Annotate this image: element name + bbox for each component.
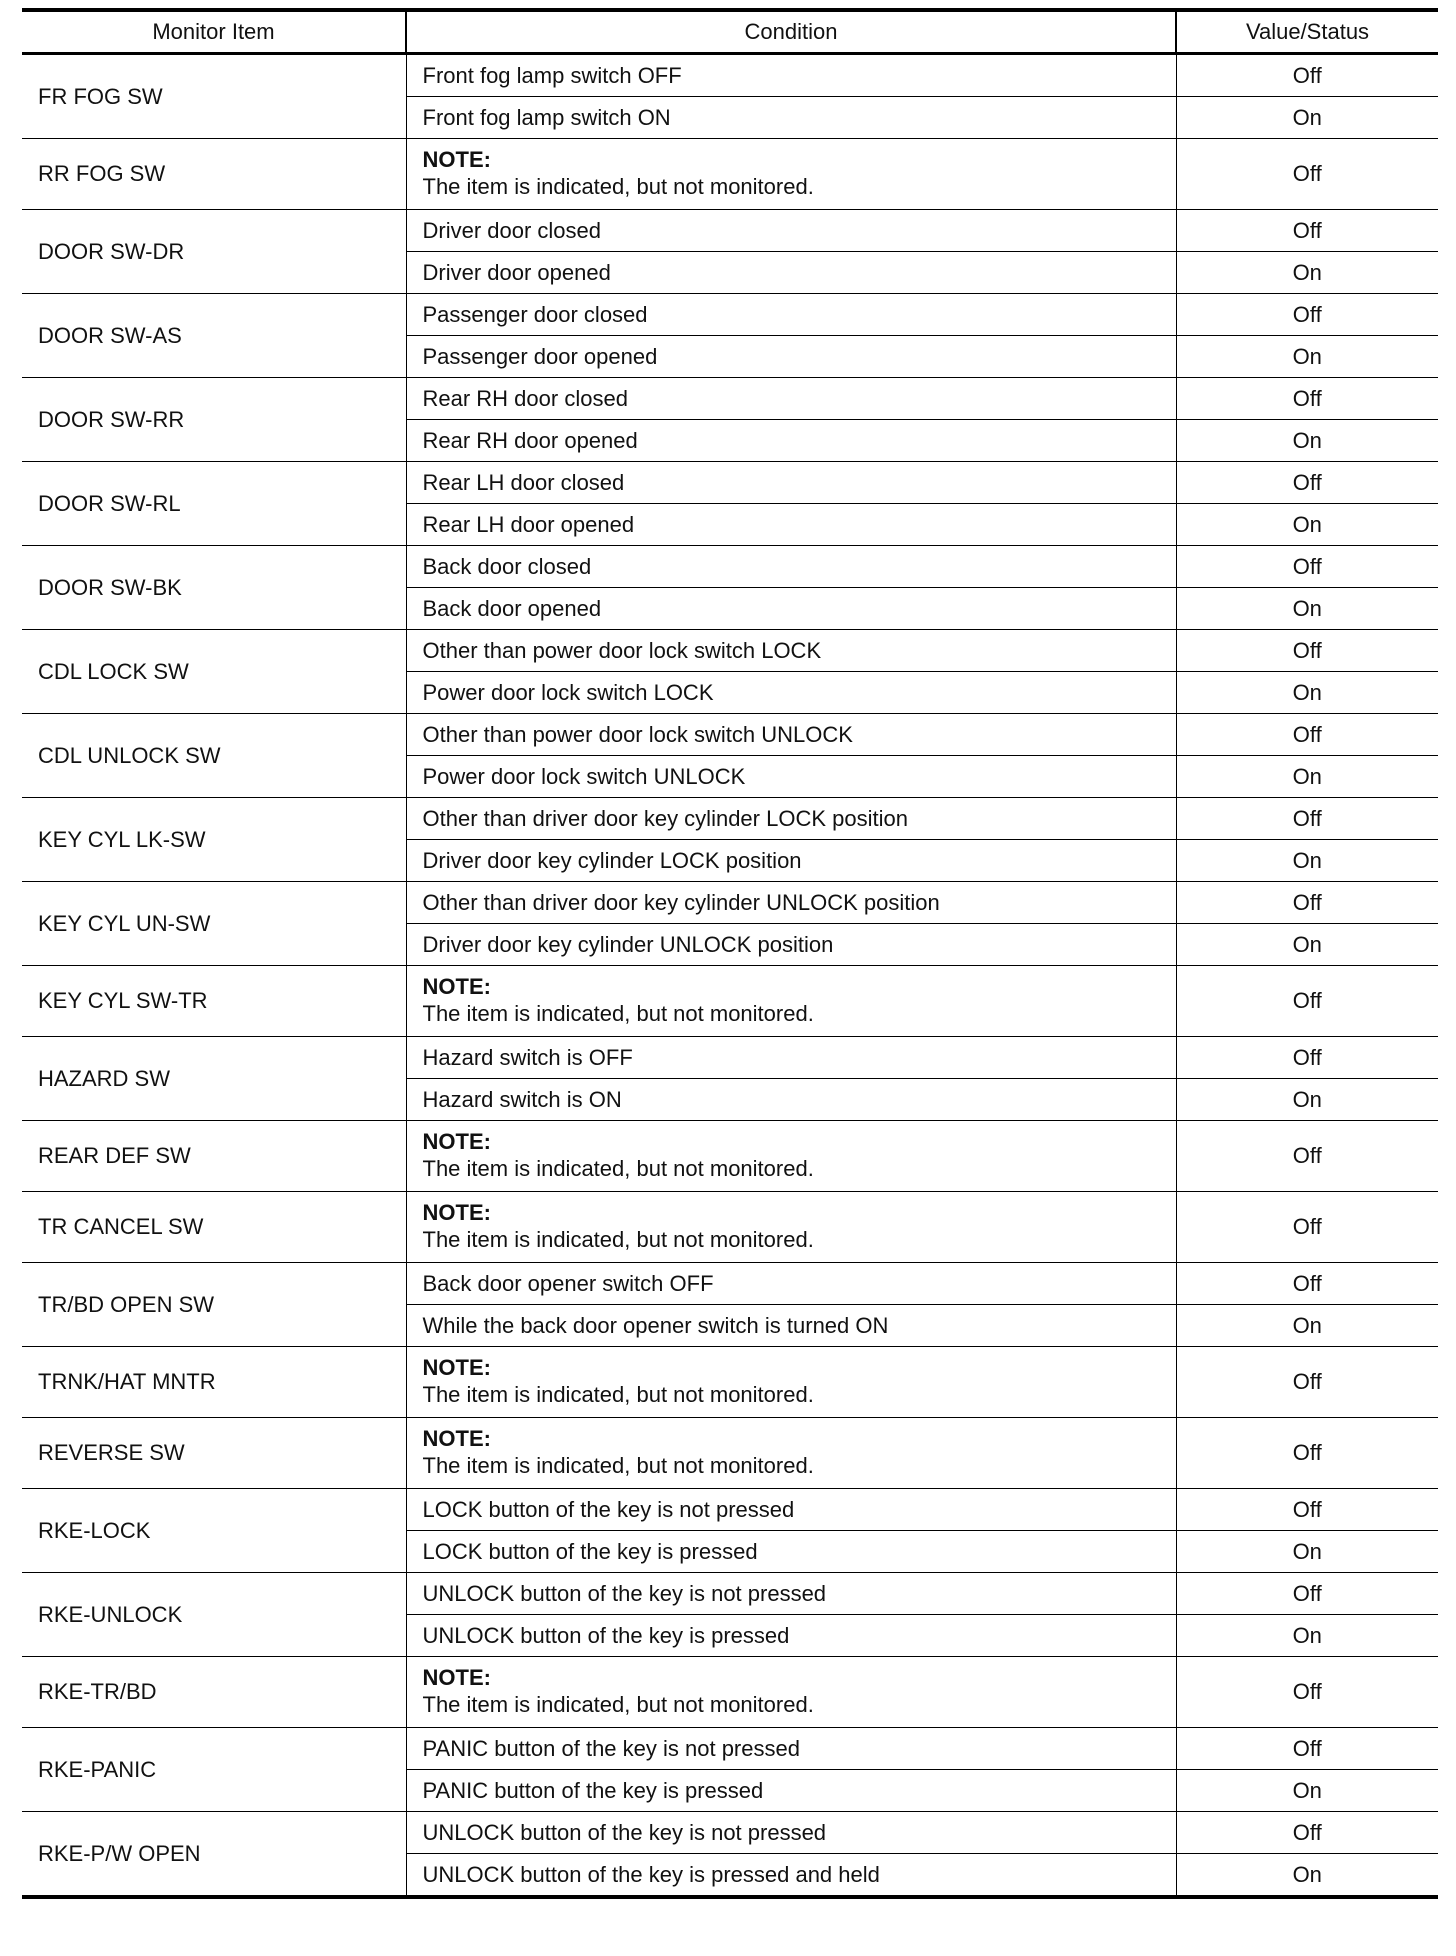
value-status-cell: Off <box>1176 1812 1438 1854</box>
monitor-item-cell: CDL UNLOCK SW <box>22 714 406 798</box>
value-status-cell: Off <box>1176 378 1438 420</box>
condition-cell: Back door opened <box>406 588 1176 630</box>
value-status-cell: Off <box>1176 798 1438 840</box>
table-row <box>22 1263 1438 1305</box>
monitor-item-cell: REAR DEF SW <box>22 1121 406 1192</box>
value-status-cell: Off <box>1176 714 1438 756</box>
value-status-cell: On <box>1176 1770 1438 1812</box>
monitor-item-cell: CDL LOCK SW <box>22 630 406 714</box>
condition-cell: UNLOCK button of the key is not pressed <box>406 1573 1176 1615</box>
value-status-cell: Off <box>1176 966 1438 1037</box>
condition-cell: Rear RH door closed <box>406 378 1176 420</box>
condition-cell: Other than driver door key cylinder LOCK position <box>406 798 1176 840</box>
header-condition: Condition <box>406 10 1176 54</box>
condition-cell: Hazard switch is OFF <box>406 1037 1176 1079</box>
condition-cell: Hazard switch is ON <box>406 1079 1176 1121</box>
condition-note-cell <box>406 1121 1176 1192</box>
value-status-cell: Off <box>1176 1263 1438 1305</box>
monitor-item-cell: TR/BD OPEN SW <box>22 1263 406 1347</box>
table-row <box>22 882 1438 924</box>
monitor-item-cell: RKE-P/W OPEN <box>22 1812 406 1898</box>
value-status-cell: On <box>1176 1079 1438 1121</box>
condition-cell: Driver door key cylinder LOCK position <box>406 840 1176 882</box>
value-status-cell: On <box>1176 840 1438 882</box>
value-status-cell: On <box>1176 924 1438 966</box>
note-label: NOTE: <box>422 974 491 999</box>
monitor-item-cell: FR FOG SW <box>22 54 406 139</box>
value-status-cell: On <box>1176 1305 1438 1347</box>
condition-cell: UNLOCK button of the key is pressed <box>406 1615 1176 1657</box>
table-row <box>22 1192 1438 1263</box>
table-row <box>22 1037 1438 1079</box>
table-row <box>22 1812 1438 1854</box>
monitor-item-cell: DOOR SW-AS <box>22 294 406 378</box>
condition-cell: Driver door opened <box>406 252 1176 294</box>
table-row <box>22 714 1438 756</box>
note-label: NOTE: <box>422 1129 491 1154</box>
value-status-cell: On <box>1176 336 1438 378</box>
condition-cell: Rear LH door closed <box>406 462 1176 504</box>
condition-cell: LOCK button of the key is not pressed <box>406 1489 1176 1531</box>
condition-note-cell <box>406 1347 1176 1418</box>
monitor-item-cell: DOOR SW-RL <box>22 462 406 546</box>
value-status-cell: Off <box>1176 546 1438 588</box>
table-row <box>22 966 1438 1037</box>
note-text: The item is indicated, but not monitored. <box>422 1692 814 1717</box>
monitor-item-cell: DOOR SW-RR <box>22 378 406 462</box>
value-status-cell: Off <box>1176 1192 1438 1263</box>
condition-note-cell <box>406 1192 1176 1263</box>
value-status-cell: Off <box>1176 210 1438 252</box>
condition-cell: LOCK button of the key is pressed <box>406 1531 1176 1573</box>
condition-cell: UNLOCK button of the key is not pressed <box>406 1812 1176 1854</box>
header-value-status: Value/Status <box>1176 10 1438 54</box>
value-status-cell: On <box>1176 1615 1438 1657</box>
value-status-cell: On <box>1176 756 1438 798</box>
note-text: The item is indicated, but not monitored. <box>422 1156 814 1181</box>
value-status-cell: On <box>1176 588 1438 630</box>
value-status-cell: On <box>1176 97 1438 139</box>
monitor-item-cell: KEY CYL LK-SW <box>22 798 406 882</box>
condition-note-cell <box>406 966 1176 1037</box>
header-row <box>22 10 1438 54</box>
table-row <box>22 1489 1438 1531</box>
value-status-cell: On <box>1176 672 1438 714</box>
table-row <box>22 630 1438 672</box>
table-row <box>22 1573 1438 1615</box>
monitor-item-cell: DOOR SW-DR <box>22 210 406 294</box>
table-row <box>22 54 1438 97</box>
monitor-item-cell: HAZARD SW <box>22 1037 406 1121</box>
note-text: The item is indicated, but not monitored. <box>422 1453 814 1478</box>
condition-cell: Power door lock switch LOCK <box>406 672 1176 714</box>
condition-cell: UNLOCK button of the key is pressed and held <box>406 1854 1176 1898</box>
note-text: The item is indicated, but not monitored. <box>422 1227 814 1252</box>
table-row <box>22 1657 1438 1728</box>
table-row <box>22 546 1438 588</box>
condition-cell: Rear LH door opened <box>406 504 1176 546</box>
value-status-cell: Off <box>1176 1657 1438 1728</box>
note-text: The item is indicated, but not monitored. <box>422 1001 814 1026</box>
monitor-item-cell: KEY CYL UN-SW <box>22 882 406 966</box>
condition-note-cell <box>406 139 1176 210</box>
condition-cell: Back door closed <box>406 546 1176 588</box>
condition-cell: Front fog lamp switch OFF <box>406 54 1176 97</box>
monitor-item-cell: RR FOG SW <box>22 139 406 210</box>
value-status-cell: Off <box>1176 139 1438 210</box>
header-monitor-item: Monitor Item <box>22 10 406 54</box>
value-status-cell: Off <box>1176 294 1438 336</box>
table-row <box>22 1121 1438 1192</box>
value-status-cell: On <box>1176 252 1438 294</box>
value-status-cell: Off <box>1176 54 1438 97</box>
monitor-item-cell: DOOR SW-BK <box>22 546 406 630</box>
table-row <box>22 798 1438 840</box>
condition-cell: Driver door key cylinder UNLOCK position <box>406 924 1176 966</box>
table-row <box>22 378 1438 420</box>
value-status-cell: Off <box>1176 1121 1438 1192</box>
value-status-cell: On <box>1176 1854 1438 1898</box>
monitor-item-cell: RKE-UNLOCK <box>22 1573 406 1657</box>
note-text: The item is indicated, but not monitored. <box>422 174 814 199</box>
table-row <box>22 139 1438 210</box>
monitor-item-cell: REVERSE SW <box>22 1418 406 1489</box>
monitor-item-cell: TRNK/HAT MNTR <box>22 1347 406 1418</box>
condition-note-cell <box>406 1418 1176 1489</box>
monitor-item-cell: RKE-TR/BD <box>22 1657 406 1728</box>
condition-cell: PANIC button of the key is not pressed <box>406 1728 1176 1770</box>
monitor-item-cell: RKE-LOCK <box>22 1489 406 1573</box>
value-status-cell: Off <box>1176 1418 1438 1489</box>
value-status-cell: Off <box>1176 630 1438 672</box>
table-row <box>22 462 1438 504</box>
monitor-item-cell: RKE-PANIC <box>22 1728 406 1812</box>
condition-cell: Back door opener switch OFF <box>406 1263 1176 1305</box>
monitor-item-table <box>22 8 1438 1899</box>
table-header <box>22 10 1438 54</box>
condition-cell: Other than power door lock switch UNLOCK <box>406 714 1176 756</box>
note-label: NOTE: <box>422 147 491 172</box>
value-status-cell: Off <box>1176 1728 1438 1770</box>
condition-cell: Passenger door opened <box>406 336 1176 378</box>
table-row <box>22 1728 1438 1770</box>
condition-cell: PANIC button of the key is pressed <box>406 1770 1176 1812</box>
condition-cell: While the back door opener switch is turned ON <box>406 1305 1176 1347</box>
table-body <box>22 54 1438 1898</box>
condition-cell: Other than power door lock switch LOCK <box>406 630 1176 672</box>
value-status-cell: Off <box>1176 1037 1438 1079</box>
note-label: NOTE: <box>422 1200 491 1225</box>
value-status-cell: On <box>1176 420 1438 462</box>
condition-note-cell <box>406 1657 1176 1728</box>
table-row <box>22 294 1438 336</box>
monitor-item-cell: KEY CYL SW-TR <box>22 966 406 1037</box>
value-status-cell: On <box>1176 504 1438 546</box>
value-status-cell: On <box>1176 1531 1438 1573</box>
note-text: The item is indicated, but not monitored. <box>422 1382 814 1407</box>
table-row <box>22 1418 1438 1489</box>
condition-cell: Passenger door closed <box>406 294 1176 336</box>
monitor-item-cell: TR CANCEL SW <box>22 1192 406 1263</box>
note-label: NOTE: <box>422 1426 491 1451</box>
note-label: NOTE: <box>422 1355 491 1380</box>
condition-cell: Driver door closed <box>406 210 1176 252</box>
condition-cell: Other than driver door key cylinder UNLOCK position <box>406 882 1176 924</box>
value-status-cell: Off <box>1176 1347 1438 1418</box>
value-status-cell: Off <box>1176 882 1438 924</box>
note-label: NOTE: <box>422 1665 491 1690</box>
table-row <box>22 1347 1438 1418</box>
condition-cell: Rear RH door opened <box>406 420 1176 462</box>
value-status-cell: Off <box>1176 462 1438 504</box>
condition-cell: Power door lock switch UNLOCK <box>406 756 1176 798</box>
value-status-cell: Off <box>1176 1573 1438 1615</box>
value-status-cell: Off <box>1176 1489 1438 1531</box>
condition-cell: Front fog lamp switch ON <box>406 97 1176 139</box>
table-row <box>22 210 1438 252</box>
